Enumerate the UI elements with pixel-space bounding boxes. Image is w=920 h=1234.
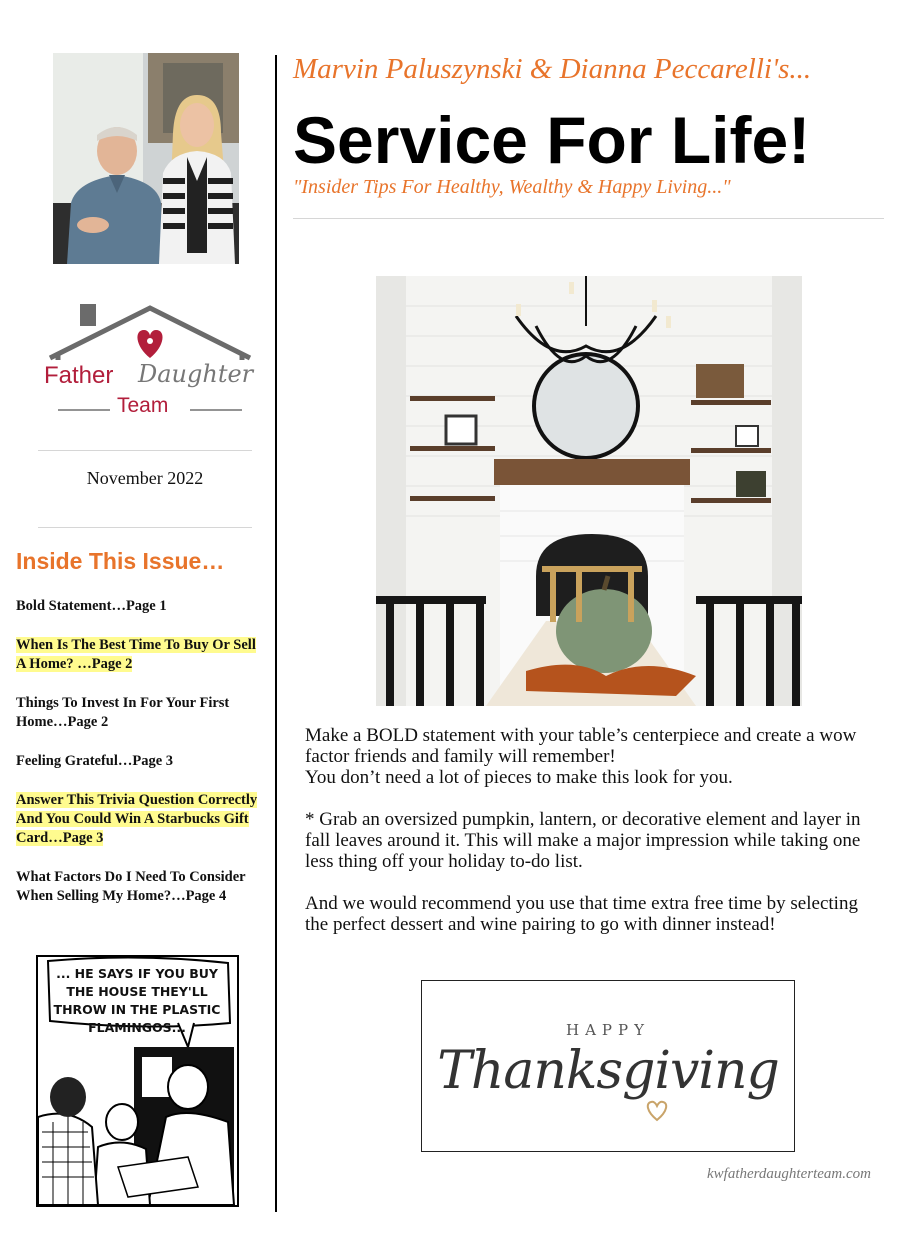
toc-title: Inside This Issue… [16,548,225,574]
dining-room-photo [376,276,802,706]
toc-item [16,694,261,732]
heart-icon [644,1097,670,1123]
toc-item-text: When Is The Best Time To Buy Or Sell A Home? …Page 2 [16,637,256,672]
article-paragraph-1: Make a BOLD statement with your table’s centerpiece and create a wow factor friends and family will remember! [305,725,857,767]
masthead-title: Service For Life! [293,103,811,177]
toc-item-text: Feeling Grateful…Page 3 [16,753,174,769]
cartoon [36,955,239,1207]
website-url: kwfatherdaughterteam.com [707,1166,871,1182]
divider-top [38,450,252,451]
toc-item-text: Bold Statement…Page 1 [16,598,167,614]
divider-bottom [38,527,252,528]
agents-photo [53,53,239,264]
article-paragraph-1b: You don’t need a lot of pieces to make this look for you. [305,767,733,788]
card-script-text: Thanksgiving [437,1041,779,1101]
article-paragraph-2: * Grab an oversized pumpkin, lantern, or decorative element and layer in fall leaves around it. This will make a major impression while taking one less thing off your holiday to-do list. [305,809,861,872]
card-happy-text: HAPPY [565,1021,650,1039]
toc-item-text: What Factors Do I Need To Consider When Selling My Home?…Page 4 [16,869,246,904]
column-divider [275,55,277,1212]
toc-item [16,868,261,906]
cartoon-caption: ... HE SAYS IF YOU BUY THE HOUSE THEY'LL THROW IN THE PLASTIC FLAMINGOS... [53,966,221,1035]
tagline: "Insider Tips For Healthy, Wealthy & Happy Living..." [293,176,731,198]
logo-word-team: Team [117,394,169,417]
issue-date: November 2022 [86,468,204,488]
article-paragraph-3: And we would recommend you use that time extra free time by selecting the perfect dessert and wine pairing to go with dinner instead! [305,893,858,935]
toc-item [16,791,261,848]
thanksgiving-card [421,980,795,1152]
logo-word-daughter: Daughter [138,360,254,388]
header-divider [293,218,884,219]
toc-item [16,752,261,771]
logo-word-father: Father [44,362,114,389]
article-body [305,725,885,956]
toc-item-text: Answer This Trivia Question Correctly And You Could Win A Starbucks Gift Card…Page 3 [16,792,258,846]
toc-item-text: Things To Invest In For Your First Home…Page 2 [16,695,230,730]
byline: Marvin Paluszynski & Dianna Peccarelli's... [293,53,812,85]
toc-item [16,636,261,674]
toc-item [16,597,261,616]
table-of-contents [16,597,261,926]
